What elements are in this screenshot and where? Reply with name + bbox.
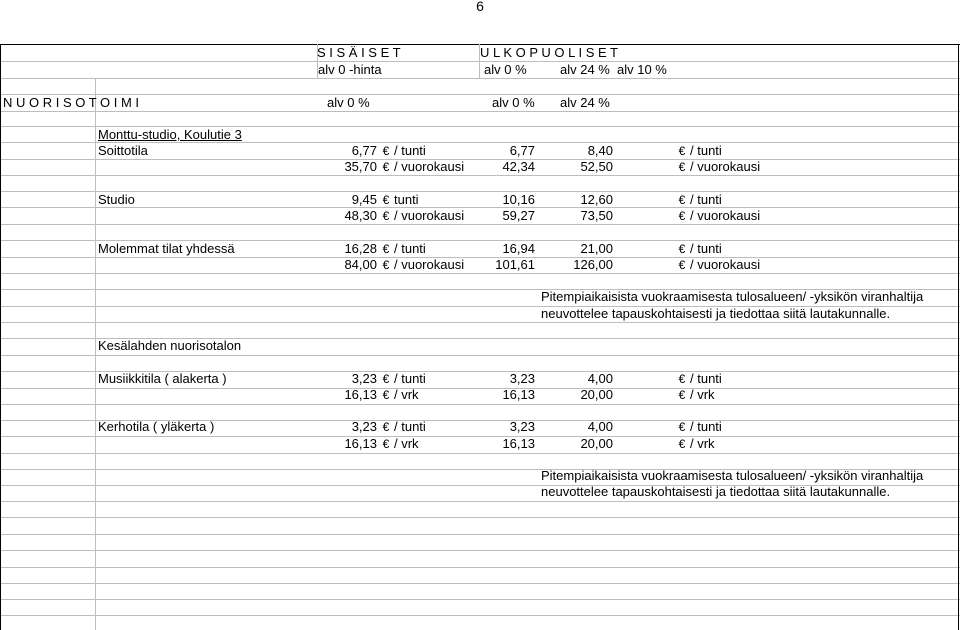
grid-line [0,94,960,95]
price-external-alv0: 3,23 [509,371,535,386]
unit-label: / tunti [690,143,722,158]
price-internal: 16,28 [344,241,377,256]
grid-line [95,78,96,630]
unit-label: tunti [394,192,419,207]
euro-icon: € [678,437,686,451]
euro-icon: € [382,242,390,256]
price-external-alv24: 20,00 [580,436,613,451]
grid-line [0,273,960,274]
price-external-alv0: 16,94 [502,241,535,256]
grid-line [0,111,960,112]
row-name: Soittotila [98,143,148,158]
euro-icon: € [382,258,390,272]
unit-label: / vuorokausi [690,159,761,174]
euro-icon: € [678,242,686,256]
unit-label: / tunti [690,371,722,386]
unit-label: / vrk [394,387,419,402]
grid-line [0,583,960,584]
grid-line [0,453,960,454]
venue-title: Monttu-studio, Koulutie 3 [98,127,242,142]
unit-label: / tunti [394,241,426,256]
row-name: Molemmat tilat yhdessä [98,241,235,256]
price-internal: 3,23 [351,419,377,434]
price-internal: 16,13 [344,436,377,451]
grid-line [0,175,960,176]
unit-label: / vrk [394,436,419,451]
unit-label: / tunti [690,419,722,434]
grid-line [0,224,960,225]
unit-label: / vuorokausi [394,208,465,223]
price-external-alv0: 59,27 [502,208,535,223]
price-internal: 48,30 [344,208,377,223]
unit-label: / tunti [394,419,426,434]
grid-line [958,44,959,630]
row-name: Musiikkitila ( alakerta ) [98,371,227,386]
euro-icon: € [382,160,390,174]
header-alv0: alv 0 % [484,62,527,77]
price-internal: 6,77 [351,143,377,158]
price-external-alv24: 73,50 [580,208,613,223]
section-alv0-a: alv 0 % [327,95,370,110]
price-external-alv24: 21,00 [580,241,613,256]
price-internal: 16,13 [344,387,377,402]
price-external-alv24: 126,00 [573,257,613,272]
unit-label: / tunti [394,371,426,386]
grid-line [0,599,960,600]
grid-line [0,355,960,356]
unit-label: / vuorokausi [690,208,761,223]
unit-label: / tunti [690,192,722,207]
header-sisaiset: S I S Ä I S E T [317,45,401,60]
grid-line [0,550,960,551]
grid-line [0,534,960,535]
euro-icon: € [382,372,390,386]
note-line: Pitempiaikaisista vuokraamisesta tulosalueen/ -yksikön viranhaltija [541,289,924,304]
grid-line [0,501,960,502]
price-external-alv0: 3,23 [509,419,535,434]
grid-line [0,44,1,630]
row-name: Studio [98,192,135,207]
grid-line [0,517,960,518]
grid-line [0,567,960,568]
grid-line [0,404,960,405]
venue-title: Kesälahden nuorisotalon [98,338,242,353]
euro-icon: € [678,160,686,174]
euro-icon: € [382,144,390,158]
row-name: Kerhotila ( yläkerta ) [98,419,215,434]
price-external-alv24: 8,40 [587,143,613,158]
price-internal: 84,00 [344,257,377,272]
price-external-alv0: 101,61 [495,257,535,272]
euro-icon: € [678,372,686,386]
unit-label: / tunti [690,241,722,256]
price-internal: 35,70 [344,159,377,174]
euro-icon: € [382,209,390,223]
price-external-alv0: 16,13 [502,387,535,402]
unit-label: / vrk [690,436,715,451]
unit-label: / vuorokausi [394,257,465,272]
header-alv10: alv 10 % [617,62,667,77]
unit-label: / vuorokausi [690,257,761,272]
euro-icon: € [382,420,390,434]
header-alv0-hinta: alv 0 -hinta [318,62,382,77]
price-external-alv0: 6,77 [509,143,535,158]
unit-label: / tunti [394,143,426,158]
price-external-alv0: 16,13 [502,436,535,451]
price-internal: 9,45 [351,192,377,207]
header-alv24: alv 24 % [560,62,610,77]
price-external-alv0: 42,34 [502,159,535,174]
page-number: 6 [476,0,484,14]
price-external-alv24: 4,00 [587,419,613,434]
grid-line [0,615,960,616]
unit-label: / vuorokausi [394,159,465,174]
price-internal: 3,23 [351,371,377,386]
price-external-alv24: 12,60 [580,192,613,207]
price-external-alv0: 10,16 [502,192,535,207]
euro-icon: € [678,258,686,272]
price-external-alv24: 4,00 [587,371,613,386]
note-line: neuvottelee tapauskohtaisesti ja tiedottaa siitä lautakunnalle. [541,484,891,499]
euro-icon: € [678,144,686,158]
euro-icon: € [382,437,390,451]
section-alv0-b: alv 0 % [492,95,535,110]
price-external-alv24: 52,50 [580,159,613,174]
grid-line [0,78,960,79]
grid-line [0,61,960,62]
unit-label: / vrk [690,387,715,402]
section-title: N U O R I S O T O I M I [3,95,140,110]
euro-icon: € [678,420,686,434]
euro-icon: € [678,388,686,402]
header-ulkopuoliset: U L K O P U O L I S E T [480,45,618,60]
euro-icon: € [678,193,686,207]
euro-icon: € [382,193,390,207]
price-external-alv24: 20,00 [580,387,613,402]
grid-line [0,322,960,323]
euro-icon: € [678,209,686,223]
note-line: neuvottelee tapauskohtaisesti ja tiedottaa siitä lautakunnalle. [541,306,891,321]
section-alv24: alv 24 % [560,95,610,110]
note-line: Pitempiaikaisista vuokraamisesta tulosalueen/ -yksikön viranhaltija [541,468,924,483]
euro-icon: € [382,388,390,402]
